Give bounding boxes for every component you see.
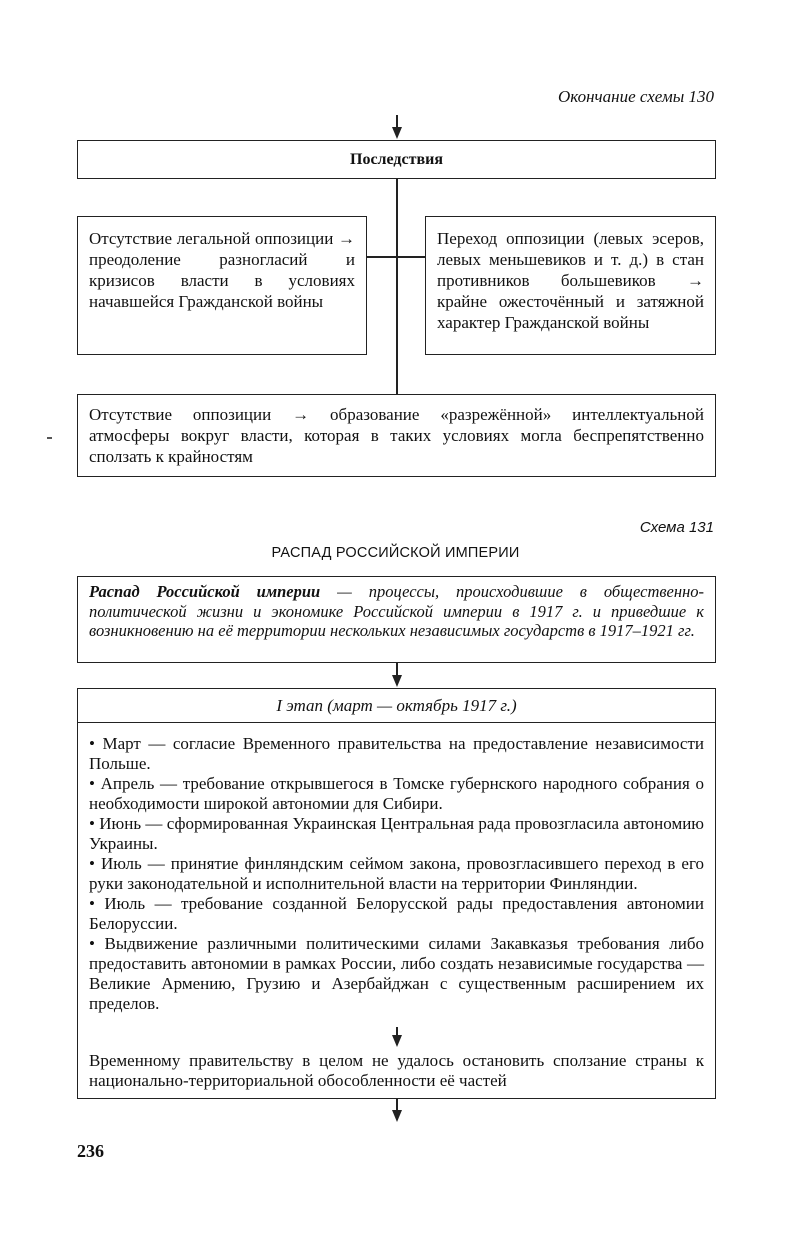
event-item: • Июнь — сформированная Украинская Центральная рада провозгласила автономию Украины. bbox=[89, 814, 704, 853]
center-connector bbox=[396, 179, 398, 395]
scheme-131-title: РАСПАД РОССИЙСКОЙ ИМПЕРИИ bbox=[271, 545, 520, 561]
definition-text: — процессы, происходившие в общественно-политической жизни и экономике Российской империи в 1917 г. и приведшие к возникновению на её территории нескольких независимых государств в 1917–1921 гг. bbox=[89, 582, 705, 640]
side-connector bbox=[366, 256, 426, 258]
no-legal-opposition-text: Отсутствие легальной оппозиции → преодоление разногласий и кризисов власти в условиях начавшейся Гражданской войны bbox=[89, 229, 355, 311]
event-item: • Выдвижение различными политическими силами Закавказья требования либо предоставить автономии в рамках России, либо создать независимые государства — Великие Армению, Грузию и Азербайджан с существенным расширением их пределов. bbox=[89, 934, 704, 1013]
stage-box bbox=[77, 688, 716, 1099]
margin-mark bbox=[47, 437, 52, 439]
definition-box bbox=[77, 576, 716, 663]
bottom-arrow-head bbox=[392, 1110, 402, 1122]
stage-title: I этап (март — октябрь 1917 г.) bbox=[276, 695, 517, 715]
event-item: • Март — согласие Временного правительства на предоставление независимости Польше. bbox=[89, 734, 704, 773]
definition-term: Распад Российской империи bbox=[89, 582, 321, 601]
event-item: • Апрель — требование открывшегося в Томске губернского народного собрания о необходимости широкой автономии для Сибири. bbox=[89, 774, 704, 813]
event-item: • Июль — принятие финляндским сеймом закона, провозгласившего переход в его руки законодательной и исполнительной власти на территории Финляндии. bbox=[89, 854, 704, 893]
conclusion-text: Временному правительству в целом не удалось остановить сползание страны к национально-территориальной обособленности её частей bbox=[89, 1051, 704, 1090]
event-item: • Июль — требование созданной Белорусской рады предоставления автономии Белоруссии. bbox=[89, 894, 704, 933]
no-legal-opposition-box bbox=[77, 216, 367, 355]
page-number: 236 bbox=[77, 1141, 104, 1161]
definition-arrow-head bbox=[392, 675, 402, 687]
no-opposition-box bbox=[77, 394, 716, 477]
events-list bbox=[78, 723, 715, 1014]
no-opposition-text: Отсутствие оппозиции → образование «разрежённой» интеллектуальной атмосферы вокруг власти, которая в таких условиях могла беспрепятственно сползать к крайностям bbox=[89, 405, 704, 466]
inner-arrow-head bbox=[392, 1035, 402, 1047]
consequences-title: Последствия bbox=[350, 150, 443, 168]
top-arrow-head bbox=[392, 127, 402, 139]
stage-header bbox=[78, 689, 715, 723]
opposition-transition-box bbox=[425, 216, 716, 355]
opposition-transition-text: Переход оппозиции (левых эсеров, левых меньшевиков и т. д.) в стан противников большевиков → крайне ожесточённый и затяжной характер Гражданской войны bbox=[437, 229, 704, 332]
scheme-continuation-label: Окончание схемы 130 bbox=[558, 87, 714, 106]
scheme-131-label: Схема 131 bbox=[639, 519, 714, 536]
consequences-box bbox=[77, 140, 716, 179]
